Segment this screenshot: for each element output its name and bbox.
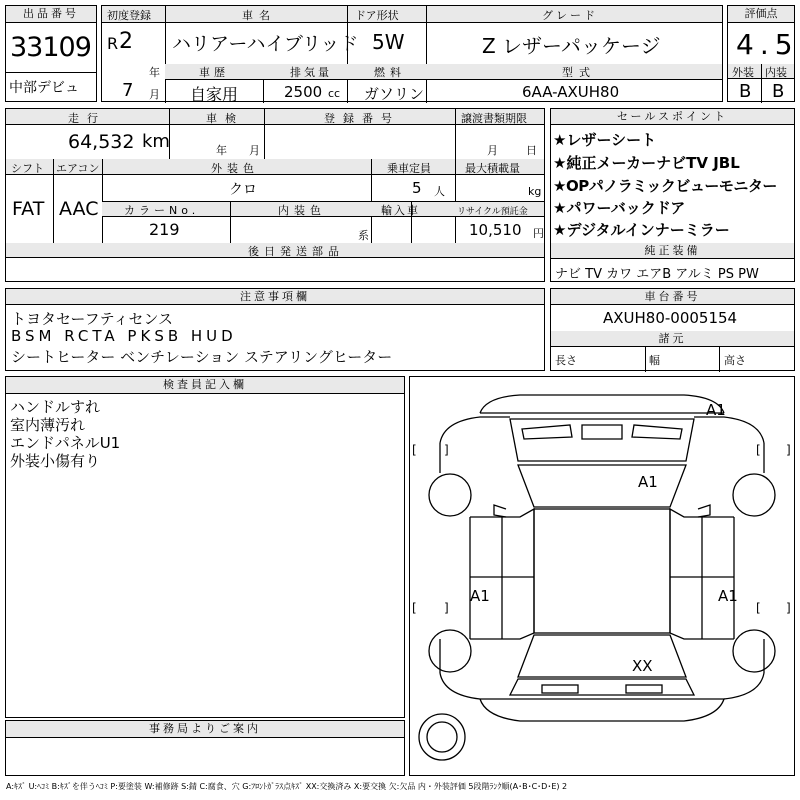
notes-box [5,288,545,371]
color-label: 外装色 [211,162,259,175]
later-parts-label: 後日発送部品 [248,245,344,258]
car-name-label: 車名 [242,9,276,22]
mileage-unit: km [142,131,170,152]
note-line-3: シートヒーター ベンチレーション ステアリングヒーター [11,348,393,366]
color: クロ [229,182,257,198]
roof [534,509,670,633]
rear-bumper [480,699,724,721]
year-unit: 年 [149,66,160,79]
inspector-line-4: 外装小傷有り [10,452,101,470]
load-unit: kg [528,185,542,198]
load-label: 最大積載量 [465,162,520,175]
chassis-label: 車台番号 [551,289,794,305]
vehicle-detail-box [5,108,545,282]
venue: 中部デビュ [9,80,79,96]
mileage-label: 走行 [68,112,106,125]
inspector-box [5,376,405,718]
svg-text:]: ] [786,443,791,457]
lot-box [5,5,97,102]
windshield [518,465,686,507]
inspector-line-1: ハンドルすれ [10,398,101,416]
door: 5W [372,30,405,54]
displacement-label: 排気量 [290,66,332,79]
color-no: 219 [149,220,180,239]
tailgate [510,679,694,695]
capacity-label: 乗車定員 [387,162,431,175]
height-label: 高さ [724,354,746,367]
import-label: 輸入車 [381,204,420,217]
sales-points-label: セールスポイント [551,109,794,125]
history: 自家用 [190,85,239,104]
mark-roof: A1 [638,473,658,491]
fuel-label: 燃料 [374,66,406,79]
capacity: 5 [412,179,422,197]
chassis-box [550,288,795,371]
inspector-label: 検査員記入欄 [6,377,404,394]
sales-point-3: ★OPパノラミックビューモニター [553,177,777,195]
svg-text:]: ] [786,601,791,615]
grade: Z レザーパッケージ [482,34,661,58]
width-label: 幅 [649,354,660,367]
sales-points-box [550,108,795,282]
grade-label: グレード [542,9,598,22]
chassis-no: AXUH80-0005154 [603,309,738,327]
inspection-year: 年 [216,144,227,157]
sales-point-1: ★レザーシート [553,131,657,149]
equipment: ナビ TV カワ エアB アルミ PS PW [555,267,759,282]
length-label: 長さ [555,354,577,367]
inspector-line-3: エンドパネルU1 [10,434,121,452]
svg-text:]: ] [444,601,449,615]
reg-year: 2 [119,29,133,54]
svg-text:[: [ [412,443,417,457]
inspector-line-2: 室内薄汚れ [10,416,86,434]
main-info-box [101,5,723,102]
wheel-rear-left [429,630,471,672]
color-no-label: カラーNo. [124,204,200,217]
legend: A:ｷｽﾞ U:ﾍｺﾐ B:ｷｽﾞを伴うﾍｺﾐ P:要塗装 W:補修跡 S:錆 C:腐食、穴 G:ﾌﾛﾝﾄｶﾞﾗｽ点ｷｽﾞ XX:交換済み X:要交換 欠:欠品 内・外装評価 5段階ﾗﾝｸ順(A･B･C･D･E) 2 [6,782,568,791]
inspection-label: 車検 [206,112,244,125]
int-color-label: 内装色 [278,204,326,217]
notes-label: 注意事項欄 [6,289,544,305]
mark-rear-left-door: A1 [470,587,490,605]
model: 6AA-AXUH80 [522,83,620,101]
office-box [5,720,405,776]
exterior-grade: B [739,81,752,102]
door-label: ドア形状 [355,9,399,22]
shift-label: シフト [11,162,44,175]
sales-point-5: ★デジタルインナーミラー [553,221,730,239]
score-label: 評価点 [728,6,794,23]
ac: AAC [59,198,99,220]
ac-label: エアコン [56,162,100,175]
model-label: 型式 [562,66,596,79]
svg-text:]: ] [444,443,449,457]
damage-diagram [409,376,795,776]
equipment-label: 純正装備 [551,243,794,259]
displacement: 2500 [284,83,323,101]
wheel-rear-right [733,630,775,672]
interior-grade: B [772,81,785,102]
recycle-unit: 円 [533,227,544,240]
lot-no-label: 出品番号 [6,6,96,23]
svg-text:[: [ [412,601,417,615]
mark-rear-right-door: A1 [718,587,738,605]
spare-tire [419,714,465,760]
era: R [107,34,119,53]
capacity-unit: 人 [434,185,445,198]
score-box [727,5,799,102]
interior-label: 内装 [765,66,787,79]
front-bumper [480,395,724,413]
mileage: 64,532 [68,131,135,153]
sales-point-2: ★純正メーカーナビTV JBL [553,154,740,172]
wheel-front-left [429,474,471,516]
note-line-1: トヨタセーフティセンス [11,310,174,328]
mark-rear-glass: XX [632,657,653,675]
month-unit: 月 [149,88,160,101]
history-label: 車歴 [199,66,229,79]
inspection-month: 月 [249,144,260,157]
mark-front-right: A1 [706,401,726,419]
wheel-front-right [733,474,775,516]
reg-no-label: 登録番号 [324,112,400,125]
reg-month: 7 [122,80,134,101]
recycle: 10,510 [469,221,522,239]
recycle-label: リサイクル預託金 [457,207,528,217]
svg-text:[: [ [756,601,761,615]
fuel: ガソリン [364,85,425,103]
first-reg-label: 初度登録 [107,9,151,22]
office-label: 事務局よりご案内 [6,721,404,738]
car-name: ハリアーハイブリッド [172,33,359,55]
note-line-2: BSM RCTA PKSB HUD [11,327,237,345]
transfer-day: 日 [526,144,537,157]
score: 4.5 [736,28,799,61]
transfer-month: 月 [487,144,498,157]
transfer-label: 譲渡書類期限 [461,112,527,125]
lot-no: 33109 [10,32,91,63]
int-color-unit: 系 [358,229,369,242]
rear-glass [518,635,686,677]
displacement-unit: cc [328,87,341,100]
shift: FAT [12,198,45,220]
sales-point-4: ★パワーバックドア [553,199,686,217]
exterior-label: 外装 [732,66,754,79]
dims-label: 諸元 [551,331,794,347]
svg-text:[: [ [756,443,761,457]
